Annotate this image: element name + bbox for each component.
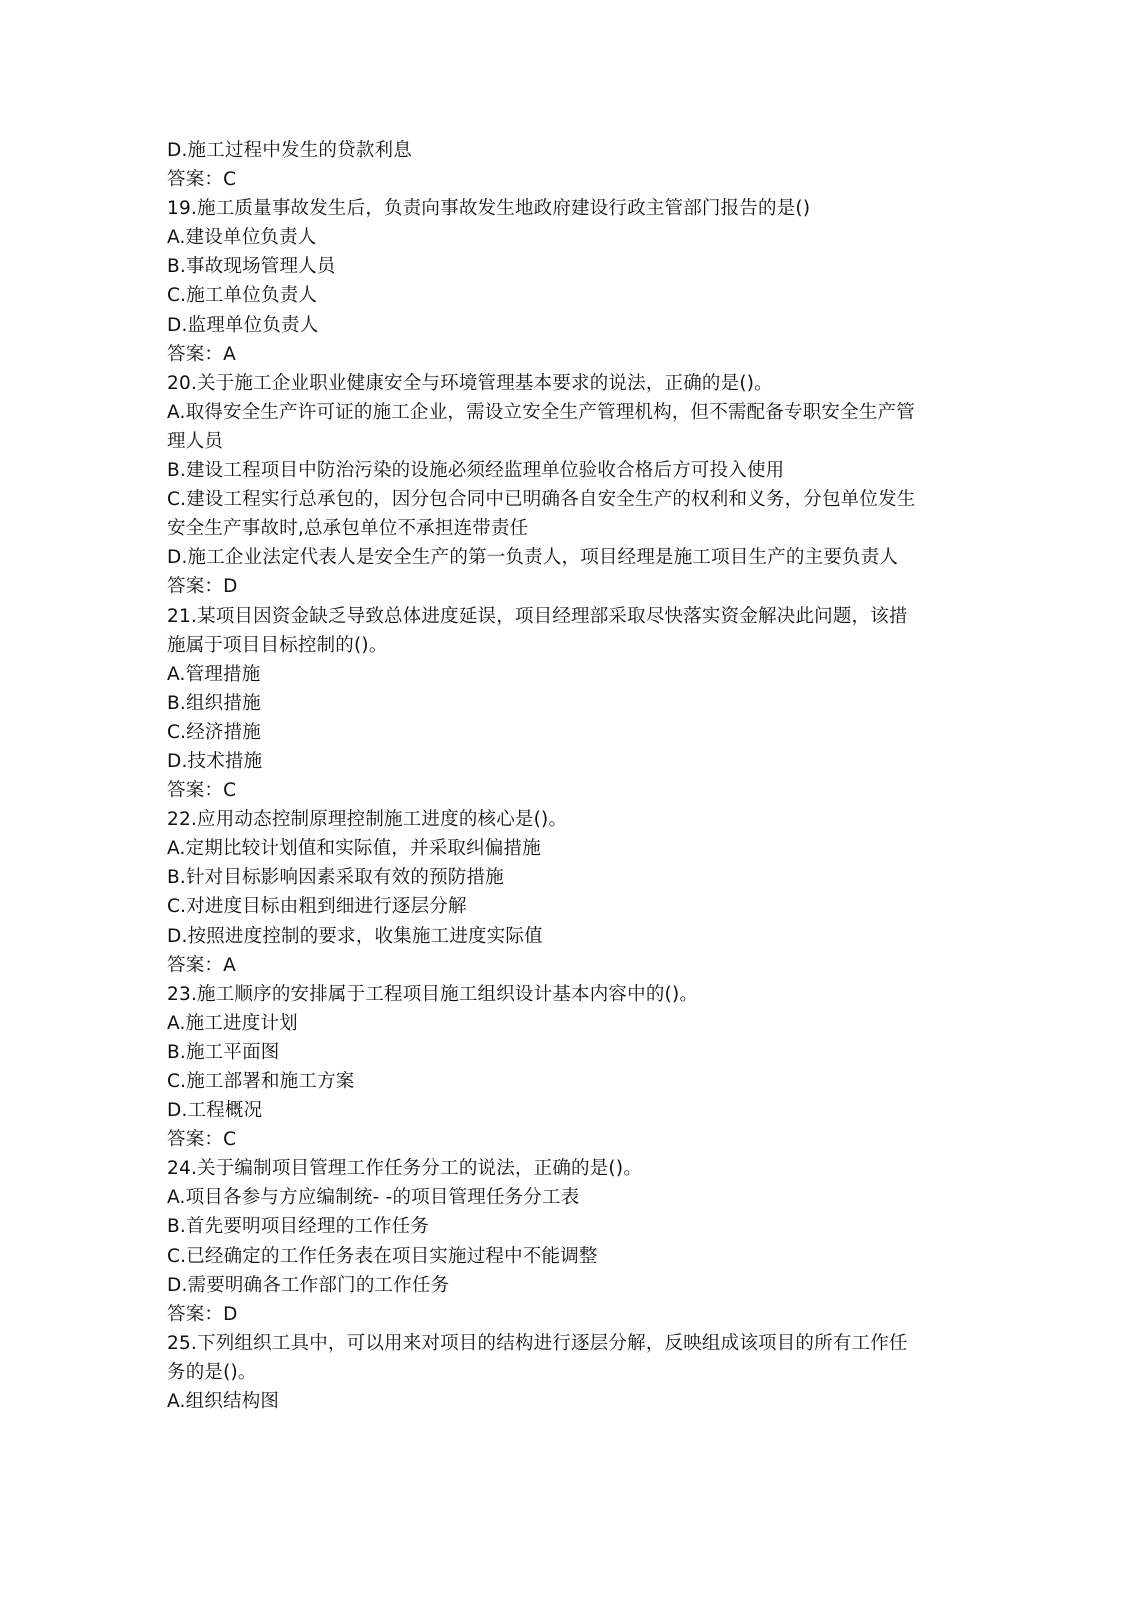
option-line: A.项目各参与方应编制统- -的项目管理任务分工表	[167, 1187, 580, 1209]
option-line: A.组织结构图	[167, 1391, 280, 1413]
option-line: C.已经确定的工作任务表在项目实施过程中不能调整	[167, 1245, 598, 1267]
option-line: C.经济措施	[167, 721, 261, 743]
question-line: 23.施工顺序的安排属于工程项目施工组织设计基本内容中的()。	[167, 983, 699, 1005]
option-line: B.组织措施	[167, 692, 261, 714]
option-line: D.施工企业法定代表人是安全生产的第一负责人，项目经理是施工项目生产的主要负责人	[167, 547, 899, 569]
document-page	[167, 136, 957, 1416]
answer-line: 答案：D	[167, 576, 238, 598]
question-line: 务的是()。	[167, 1361, 257, 1383]
option-line: B.首先要明项目经理的工作任务	[167, 1216, 430, 1238]
answer-line: 答案：D	[167, 1303, 238, 1325]
option-line: 理人员	[167, 430, 224, 452]
option-line: A.建设单位负责人	[167, 227, 317, 249]
question-line: 施属于项目目标控制的()。	[167, 634, 388, 656]
answer-line: 答案：A	[167, 954, 236, 976]
answer-line: 答案：C	[167, 780, 237, 802]
answer-line: 答案：A	[167, 343, 236, 365]
option-line: D.需要明确各工作部门的工作任务	[167, 1274, 450, 1296]
option-line: C.施工单位负责人	[167, 285, 318, 307]
option-line: D.技术措施	[167, 750, 263, 772]
option-line: B.施工平面图	[167, 1041, 280, 1063]
option-line: D.施工过程中发生的贷款利息	[167, 140, 412, 161]
option-line: B.事故现场管理人员	[167, 256, 336, 278]
option-line: D.工程概况	[167, 1100, 263, 1122]
option-line: B.建设工程项目中防治污染的设施必须经监理单位验收合格后方可投入使用	[167, 460, 785, 482]
option-line: A.施工进度计划	[167, 1012, 298, 1034]
answer-line: 答案：C	[167, 1129, 237, 1151]
option-line: B.针对目标影响因素采取有效的预防措施	[167, 867, 504, 889]
question-line: 20.关于施工企业职业健康安全与环境管理基本要求的说法，正确的是()。	[167, 372, 773, 394]
option-line: D.按照进度控制的要求，收集施工进度实际值	[167, 925, 543, 947]
answer-line: 答案：C	[167, 169, 237, 191]
question-line: 22.应用动态控制原理控制施工进度的核心是()。	[167, 809, 568, 831]
question-line: 24.关于编制项目管理工作任务分工的说法，正确的是()。	[167, 1158, 642, 1180]
option-line: C.建设工程实行总承包的，因分包合同中已明确各自安全生产的权利和义务，分包单位发生	[167, 489, 916, 511]
question-line: 25.下列组织工具中，可以用来对项目的结构进行逐层分解，反映组成该项目的所有工作任	[167, 1332, 908, 1354]
question-line: 21.某项目因资金缺乏导致总体进度延误，项目经理部采取尽快落实资金解决此问题，该措	[167, 605, 908, 627]
option-line: A.取得安全生产许可证的施工企业，需设立安全生产管理机构，但不需配备专职安全生产管	[167, 401, 915, 423]
option-line: C.施工部署和施工方案	[167, 1071, 355, 1092]
option-line: A.管理措施	[167, 663, 261, 685]
option-line: A.定期比较计划值和实际值，并采取纠偏措施	[167, 838, 541, 860]
option-line: C.对进度目标由粗到细进行逐层分解	[167, 896, 467, 918]
option-line: D.监理单位负责人	[167, 314, 319, 336]
question-line: 19.施工质量事故发生后，负责向事故发生地政府建设行政主管部门报告的是()	[167, 198, 811, 220]
option-line: 安全生产事故时,总承包单位不承担连带责任	[167, 518, 529, 540]
